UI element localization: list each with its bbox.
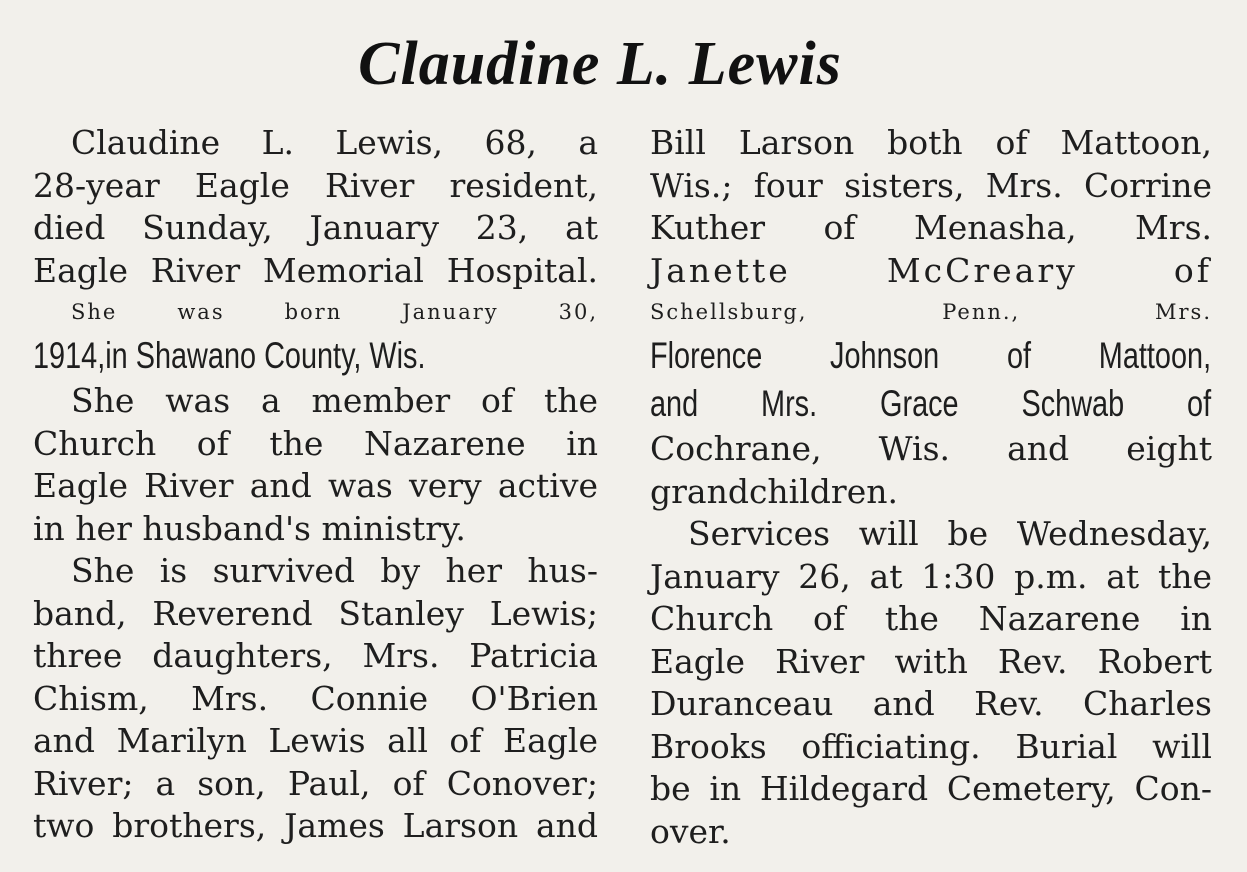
text-line: over. — [650, 811, 731, 851]
text-line: Claudine L. Lewis, 68, a — [71, 123, 598, 162]
text-line: be in Hildegard Cemetery, Con- — [650, 769, 1212, 808]
text-line: and Marilyn Lewis all of Eagle — [33, 721, 598, 760]
text-line: in her husband's ministry. — [33, 508, 466, 548]
text-line: Florence Johnson of Mattoon, — [650, 335, 1212, 376]
text-line: two brothers, James Larson and — [33, 806, 598, 845]
obituary-title: Claudine L. Lewis — [358, 30, 842, 98]
text-line: Eagle River and was very active — [33, 466, 598, 505]
text-line: Church of the Nazarene in — [33, 423, 598, 463]
text-line: Eagle River Memorial Hospital. — [33, 250, 598, 290]
text-line: Cochrane, Wis. and eight — [650, 429, 1212, 468]
text-line: band, Reverend Stanley Lewis; — [33, 593, 598, 633]
text-line: Eagle River with Rev. Robert — [650, 641, 1212, 681]
text-line: Janette McCreary of — [650, 250, 1212, 290]
text-line: She is survived by her hus- — [71, 551, 598, 590]
text-line: Services will be Wednesday, — [688, 514, 1212, 553]
text-line: Duranceau and Rev. Charles — [650, 684, 1212, 723]
text-line: Wis.; four sisters, Mrs. Corrine — [650, 165, 1212, 205]
text-line: and Mrs. Grace Schwab of — [650, 383, 1212, 424]
text-line: 1914,in Shawano County, Wis. — [33, 335, 426, 376]
text-line: died Sunday, January 23, at — [33, 208, 598, 247]
text-line: three daughters, Mrs. Patricia — [33, 636, 598, 675]
text-line: Bill Larson both of Mattoon, — [650, 123, 1212, 162]
right-column — [650, 122, 1212, 853]
text-line: grandchildren. — [650, 471, 898, 511]
text-line: January 26, at 1:30 p.m. at the — [650, 556, 1212, 596]
text-line: Schellsburg, Penn., Mrs. — [650, 300, 1212, 324]
left-column — [33, 122, 598, 848]
text-line: Church of the Nazarene in — [650, 599, 1212, 638]
text-line: She was born January 30, — [71, 300, 598, 324]
text-line: Brooks officiating. Burial will — [650, 726, 1212, 766]
text-line: She was a member of the — [71, 381, 598, 420]
text-line: 28-year Eagle River resident, — [33, 165, 598, 205]
text-line: Chism, Mrs. Connie O'Brien — [33, 678, 598, 718]
text-line: Kuther of Menasha, Mrs. — [650, 208, 1212, 247]
text-line: River; a son, Paul, of Conover; — [33, 763, 598, 803]
